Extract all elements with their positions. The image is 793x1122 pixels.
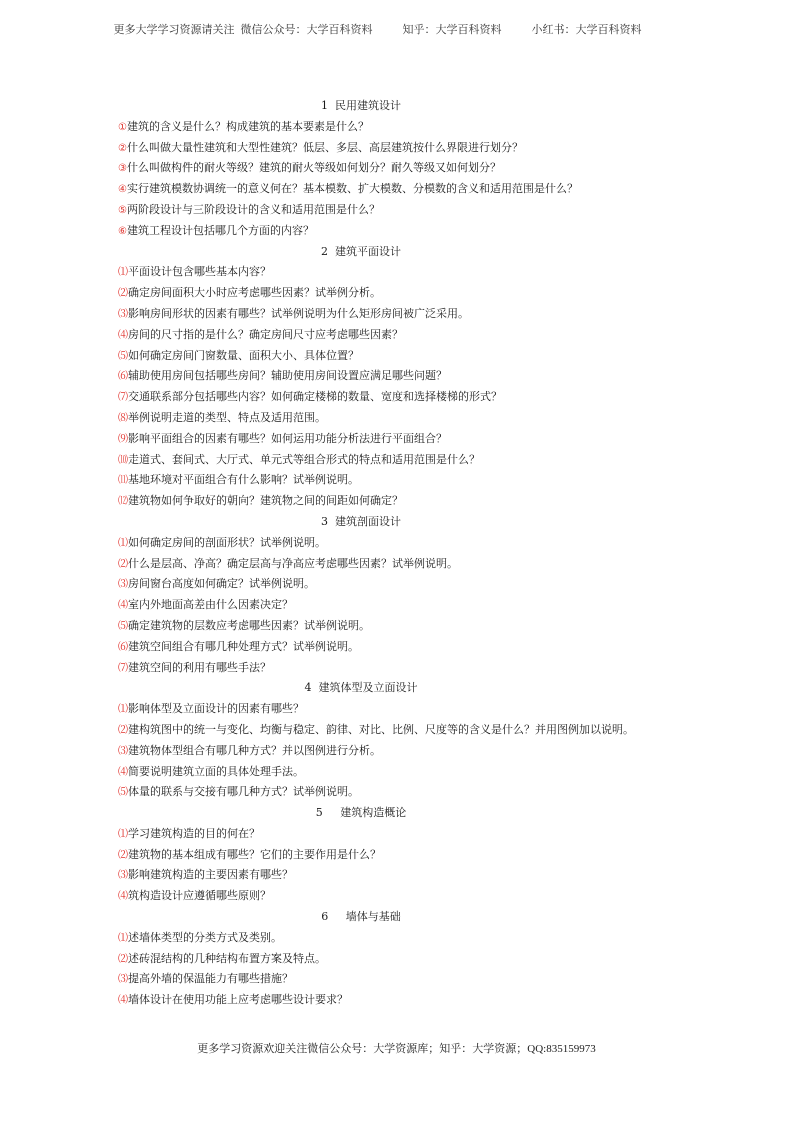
item-number: ⑵ bbox=[118, 558, 128, 570]
item-text: 房间窗台高度如何确定？试举例说明。 bbox=[128, 577, 315, 591]
item-text: 辅助使用房间包括哪些房间？辅助使用房间设置应满足哪些问题？ bbox=[128, 369, 447, 383]
item-number: ⑷ bbox=[118, 600, 128, 612]
question-item bbox=[118, 762, 718, 783]
section-title: 1 民用建筑设计 bbox=[321, 99, 401, 112]
section-title: 5 建筑构造概论 bbox=[315, 806, 407, 820]
question-item bbox=[118, 387, 718, 408]
item-number: ⑽ bbox=[118, 454, 128, 466]
section-title: 6 墙体与基础 bbox=[321, 910, 401, 924]
item-text: 提高外墙的保温能力有哪些措施？ bbox=[128, 972, 293, 986]
item-text: 建构筑图中的统一与变化、均衡与稳定、韵律、对比、比例、尺度等的含义是什么？并用图例加以说明。 bbox=[128, 722, 634, 736]
item-number: ⑵ bbox=[118, 849, 128, 861]
item-text: 建筑物体型组合有哪几种方式？并以图例进行分析。 bbox=[128, 743, 381, 757]
question-item bbox=[118, 928, 718, 949]
item-text: 走道式、套间式、大厅式、单元式等组合形式的特点和适用范围是什么？ bbox=[128, 452, 480, 466]
item-number: ⑷ bbox=[118, 329, 128, 341]
question-item bbox=[118, 408, 718, 429]
item-number: ④ bbox=[118, 184, 127, 196]
item-number: ② bbox=[118, 142, 127, 154]
question-item bbox=[118, 554, 718, 575]
question-item bbox=[118, 138, 718, 159]
question-list bbox=[118, 96, 718, 1011]
item-text: 体量的联系与交接有哪几种方式？试举例说明。 bbox=[128, 785, 359, 799]
header-xiaohongshu: 小红书：大学百科资料 bbox=[531, 24, 642, 36]
item-text: 举例说明走道的类型、特点及适用范围。 bbox=[128, 410, 326, 424]
item-text: 建筑空间的利用有哪些手法？ bbox=[128, 660, 271, 674]
item-text: 确定建筑物的层数应考虑哪些因素？试举例说明。 bbox=[128, 618, 370, 632]
item-number: ⑶ bbox=[118, 745, 128, 757]
item-text: 平面设计包含哪些基本内容？ bbox=[128, 265, 271, 279]
item-text: 影响平面组合的因素有哪些？如何运用功能分析法进行平面组合？ bbox=[128, 431, 447, 445]
header-wechat: 微信公众号：大学百科资料 bbox=[240, 24, 373, 36]
item-text: 述墙体类型的分类方式及类别。 bbox=[128, 930, 282, 944]
item-text: 影响房间形状的因素有哪些？试举例说明为什么矩形房间被广泛采用。 bbox=[128, 306, 469, 320]
question-item bbox=[118, 262, 718, 283]
item-text: 室内外地面高差由什么因素决定？ bbox=[128, 598, 293, 612]
item-number: ⑶ bbox=[118, 870, 128, 882]
item-text: 简要说明建筑立面的具体处理手法。 bbox=[128, 764, 304, 778]
question-item bbox=[118, 720, 718, 741]
question-item bbox=[118, 158, 718, 179]
question-item bbox=[118, 845, 718, 866]
item-number: ① bbox=[118, 121, 127, 133]
item-number: ⑴ bbox=[118, 932, 128, 944]
question-item bbox=[118, 616, 718, 637]
question-item bbox=[118, 699, 718, 720]
question-item bbox=[118, 325, 718, 346]
question-item bbox=[118, 283, 718, 304]
question-item bbox=[118, 969, 718, 990]
item-text: 建筑工程设计包括哪几个方面的内容？ bbox=[126, 223, 314, 237]
question-item bbox=[118, 741, 718, 762]
question-item bbox=[118, 346, 718, 367]
item-text: 建筑的含义是什么？构成建筑的基本要素是什么？ bbox=[126, 119, 369, 133]
item-number: ⑴ bbox=[118, 828, 128, 840]
section-title: 4 建筑体型及立面设计 bbox=[304, 681, 418, 695]
item-number: ③ bbox=[118, 163, 127, 175]
item-text: 两阶段设计与三阶段设计的含义和适用范围是什么？ bbox=[126, 202, 380, 216]
item-number: ⑹ bbox=[118, 641, 128, 653]
item-text: 什么叫做构件的耐火等级？建筑的耐火等级如何划分？耐久等级又如何划分？ bbox=[126, 161, 501, 175]
question-item bbox=[118, 179, 718, 200]
question-item bbox=[118, 200, 718, 221]
question-item bbox=[118, 491, 718, 512]
item-text: 影响建筑构造的主要因素有哪些？ bbox=[128, 868, 293, 882]
item-text: 学习建筑构造的目的何在？ bbox=[128, 826, 260, 840]
item-text: 什么叫做大量性建筑和大型性建筑？低层、多层、高层建筑按什么界限进行划分？ bbox=[126, 140, 523, 154]
question-item bbox=[118, 429, 718, 450]
item-text: 建筑空间组合有哪几种处理方式？试举例说明。 bbox=[128, 639, 359, 653]
item-text: 述砖混结构的几种结构布置方案及特点。 bbox=[128, 951, 326, 965]
section-title: 2 建筑平面设计 bbox=[321, 244, 401, 258]
section-title: 3 建筑剖面设计 bbox=[321, 514, 401, 528]
question-item bbox=[118, 221, 718, 242]
question-item bbox=[118, 824, 718, 845]
item-number: ⑷ bbox=[118, 995, 128, 1007]
question-item bbox=[118, 949, 718, 970]
item-number: ⑴ bbox=[118, 267, 128, 279]
item-number: ⑷ bbox=[118, 891, 128, 903]
item-text: 如何确定房间门窗数量、面积大小、具体位置？ bbox=[128, 348, 359, 362]
question-item bbox=[118, 990, 718, 1011]
item-text: 墙体设计在使用功能上应考虑哪些设计要求？ bbox=[128, 993, 348, 1007]
item-number: ⑵ bbox=[118, 288, 128, 300]
question-item bbox=[118, 574, 718, 595]
page-footer: 更多学习资源欢迎关注微信公众号：大学资源库；知乎：大学资源；QQ:835159973 bbox=[197, 1043, 596, 1055]
item-number: ⑴ bbox=[118, 537, 128, 549]
item-number: ⑸ bbox=[118, 787, 128, 799]
header-promo: 更多大学学习资源请关注 bbox=[113, 24, 235, 36]
question-item bbox=[118, 366, 718, 387]
item-number: ⑻ bbox=[118, 412, 128, 424]
item-number: ⑺ bbox=[118, 662, 128, 674]
question-item bbox=[118, 304, 718, 325]
item-number: ⑼ bbox=[118, 433, 128, 445]
item-number: ⑤ bbox=[118, 204, 127, 216]
item-number: ⑶ bbox=[118, 308, 128, 320]
question-item bbox=[118, 782, 718, 803]
item-number: ⑶ bbox=[118, 974, 128, 986]
item-text: 实行建筑模数协调统一的意义何在？基本模数、扩大模数、分模数的含义和适用范围是什么？ bbox=[126, 182, 578, 196]
item-number: ⑵ bbox=[118, 953, 128, 965]
question-item bbox=[118, 533, 718, 554]
page-header bbox=[108, 9, 672, 37]
item-number: ⑿ bbox=[118, 496, 128, 508]
question-item bbox=[118, 865, 718, 886]
item-number: ⑺ bbox=[118, 392, 128, 404]
item-text: 影响体型及立面设计的因素有哪些？ bbox=[128, 702, 304, 716]
item-number: ⑾ bbox=[118, 475, 128, 487]
item-text: 如何确定房间的剖面形状？试举例说明。 bbox=[128, 535, 326, 549]
item-text: 确定房间面积大小时应考虑哪些因素？试举例分析。 bbox=[128, 286, 381, 300]
item-number: ⑥ bbox=[118, 225, 127, 237]
item-text: 基地环境对平面组合有什么影响？试举例说明。 bbox=[128, 473, 359, 487]
item-text: 建筑物如何争取好的朝向？建筑物之间的间距如何确定？ bbox=[128, 494, 403, 508]
item-number: ⑸ bbox=[118, 620, 128, 632]
question-item bbox=[118, 117, 718, 138]
question-item bbox=[118, 886, 718, 907]
item-text: 建筑物的基本组成有哪些？它们的主要作用是什么？ bbox=[128, 847, 381, 861]
question-item bbox=[118, 470, 718, 491]
item-number: ⑸ bbox=[118, 350, 128, 362]
item-text: 筑构造设计应遵循哪些原则？ bbox=[128, 889, 271, 903]
item-number: ⑶ bbox=[118, 579, 128, 591]
item-text: 什么是层高、净高？确定层高与净高应考虑哪些因素？试举例说明。 bbox=[128, 556, 458, 570]
question-item bbox=[118, 637, 718, 658]
item-number: ⑵ bbox=[118, 724, 128, 736]
question-item bbox=[118, 595, 718, 616]
item-text: 交通联系部分包括哪些内容？如何确定楼梯的数量、宽度和选择楼梯的形式？ bbox=[128, 390, 502, 404]
item-number: ⑹ bbox=[118, 371, 128, 383]
header-zhihu: 知乎：大学百科资料 bbox=[402, 24, 502, 36]
item-text: 房间的尺寸指的是什么？确定房间尺寸应考虑哪些因素？ bbox=[128, 327, 403, 341]
item-number: ⑷ bbox=[118, 766, 128, 778]
item-number: ⑴ bbox=[118, 704, 128, 716]
question-item bbox=[118, 450, 718, 471]
question-item bbox=[118, 658, 718, 679]
